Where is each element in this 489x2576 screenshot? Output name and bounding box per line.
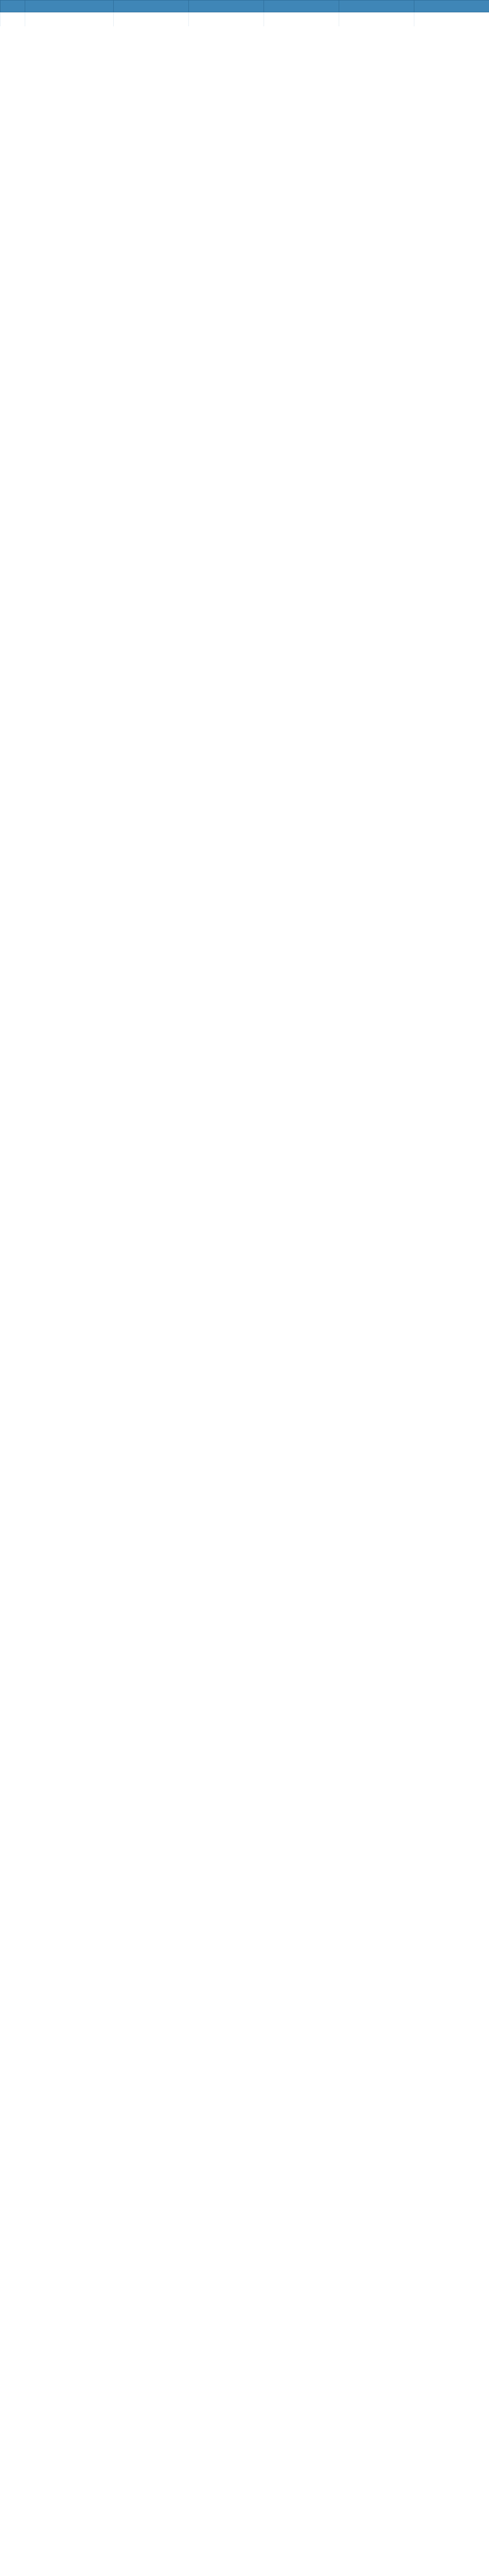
- row-deaths: [189, 12, 264, 27]
- row-cases: [114, 12, 189, 27]
- data-table: [0, 0, 489, 26]
- table-header-row: [1, 1, 489, 12]
- row-new-cases: [339, 12, 414, 27]
- row-rank: [1, 12, 25, 27]
- row-rate: [414, 12, 489, 27]
- header-rank: [1, 1, 25, 12]
- header-new-cases: [339, 1, 414, 12]
- header-cases: [114, 1, 189, 12]
- header-rate: [414, 1, 489, 12]
- header-deaths: [189, 1, 264, 12]
- row-name: [25, 12, 114, 27]
- header-name: [25, 1, 114, 12]
- table-body: [1, 12, 489, 27]
- header-recovered: [264, 1, 339, 12]
- table-row: [1, 12, 489, 27]
- row-recovered: [264, 12, 339, 27]
